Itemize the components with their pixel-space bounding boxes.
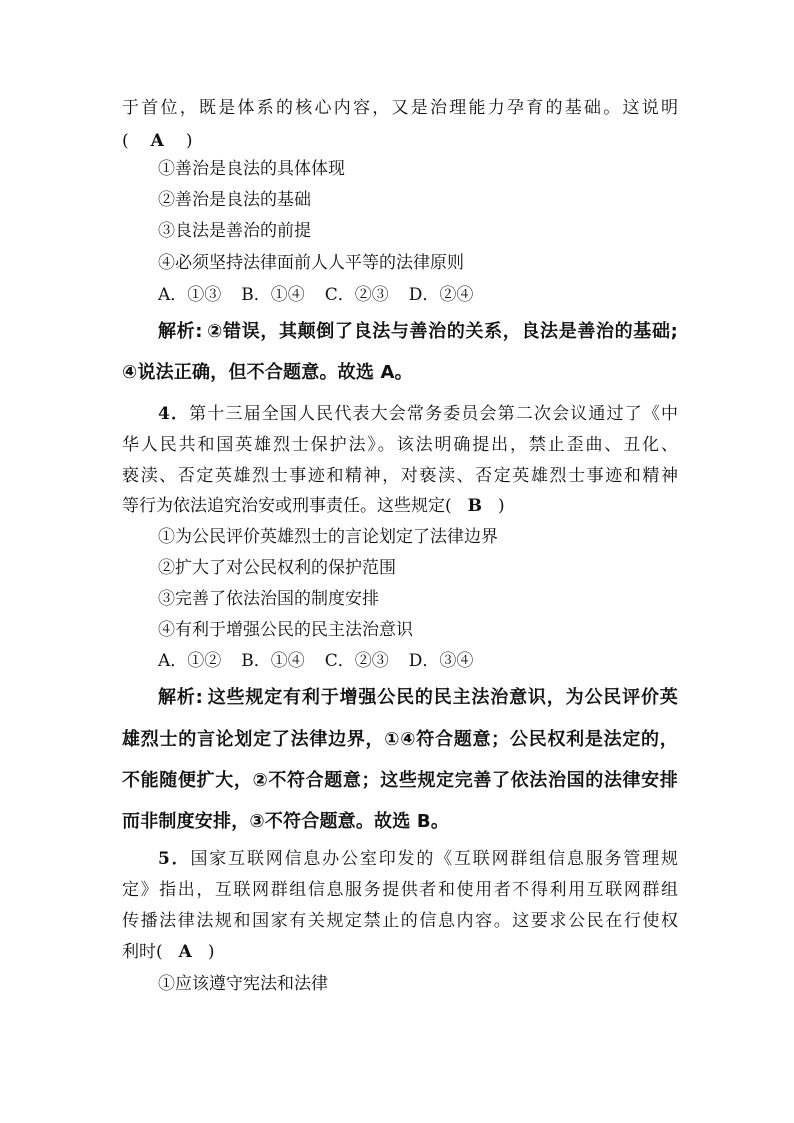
q4-explanation-line: 雄烈士的言论划定了法律边界，①④符合题意；公民权利是法定的，	[122, 729, 678, 750]
q3-explanation-line: ④说法正确，但不合题意。故选 A。	[122, 362, 413, 383]
option-a: A．①②	[158, 651, 222, 671]
question-number: 5．	[158, 849, 191, 869]
q4-answer: B	[467, 496, 483, 516]
q4-stem-line: 等行为依法追究治安或刑事责任。这些规定( B )	[122, 496, 505, 516]
q4-options	[158, 650, 678, 672]
q4-item: ④有利于增强公民的民主法治意识	[158, 620, 413, 640]
q3-stem-line: 于首位，既是体系的核心内容，又是治理能力孕育的基础。这说明	[122, 98, 678, 118]
option-c: C．②③	[324, 651, 389, 671]
option-b: B．①④	[241, 651, 305, 671]
answer-close: )	[498, 496, 505, 516]
option-b: B．①④	[241, 285, 305, 305]
answer-close: )	[207, 942, 215, 962]
q4-explanation-line: 不能随便扩大，②不符合题意；这些规定完善了依法治国的法律安排	[122, 770, 678, 791]
q3-item: ④必须坚持法律面前人人平等的法律原则	[158, 253, 464, 273]
q5-answer: A	[178, 942, 192, 962]
answer-open: (	[122, 131, 129, 151]
option-c: C．②③	[324, 285, 389, 305]
explanation-label: 解析:	[158, 321, 203, 342]
q4-explanation-line: 而非制度安排，③不符合题意。故选 B。	[122, 811, 450, 832]
q5-stem-line: 利时( A )	[122, 942, 215, 962]
answer-close: )	[185, 131, 193, 151]
q4-item: ③完善了依法治国的制度安排	[158, 589, 379, 609]
q5-item: ①应该遵守宪法和法律	[158, 974, 328, 994]
option-d: D．②④	[408, 285, 474, 305]
q3-answer: A	[150, 131, 164, 151]
q4-explanation-line: 解析: 这些规定有利于增强公民的民主法治意识，为公民评价英	[158, 687, 678, 708]
q4-stem-line: 亵渎、否定英雄烈士事迹和精神，对亵渎、否定英雄烈士事迹和精神	[122, 466, 678, 486]
option-a: A．①③	[158, 285, 222, 305]
option-d: D．③④	[408, 651, 474, 671]
question-number: 4．	[158, 404, 190, 424]
q3-answer-bracket	[122, 130, 678, 152]
q3-item: ③良法是善治的前提	[158, 221, 311, 241]
q3-explanation-line: 解析: ②错误，其颠倒了良法与善治的关系，良法是善治的基础;	[158, 321, 678, 342]
q3-options	[158, 284, 678, 306]
q4-item: ②扩大了对公民权利的保护范围	[158, 558, 396, 578]
q4-stem-line: 4．第十三届全国人民代表大会常务委员会第二次会议通过了《中	[158, 404, 678, 424]
q5-stem-line: 5．国家互联网信息办公室印发的《互联网群组信息服务管理规	[158, 849, 678, 869]
q3-item: ②善治是良法的基础	[158, 190, 311, 210]
q4-stem-line: 华人民共和国英雄烈士保护法》。该法明确提出，禁止歪曲、丑化、	[122, 435, 678, 455]
q5-stem-line: 传播法律法规和国家有关规定禁止的信息内容。这要求公民在行使权	[122, 911, 678, 931]
q4-item: ①为公民评价英雄烈士的言论划定了法律边界	[158, 527, 498, 547]
q3-item: ①善治是良法的具体体现	[158, 159, 345, 179]
q5-stem-line: 定》指出，互联网群组信息服务提供者和使用者不得利用互联网群组	[122, 880, 678, 900]
explanation-label: 解析:	[158, 687, 204, 708]
